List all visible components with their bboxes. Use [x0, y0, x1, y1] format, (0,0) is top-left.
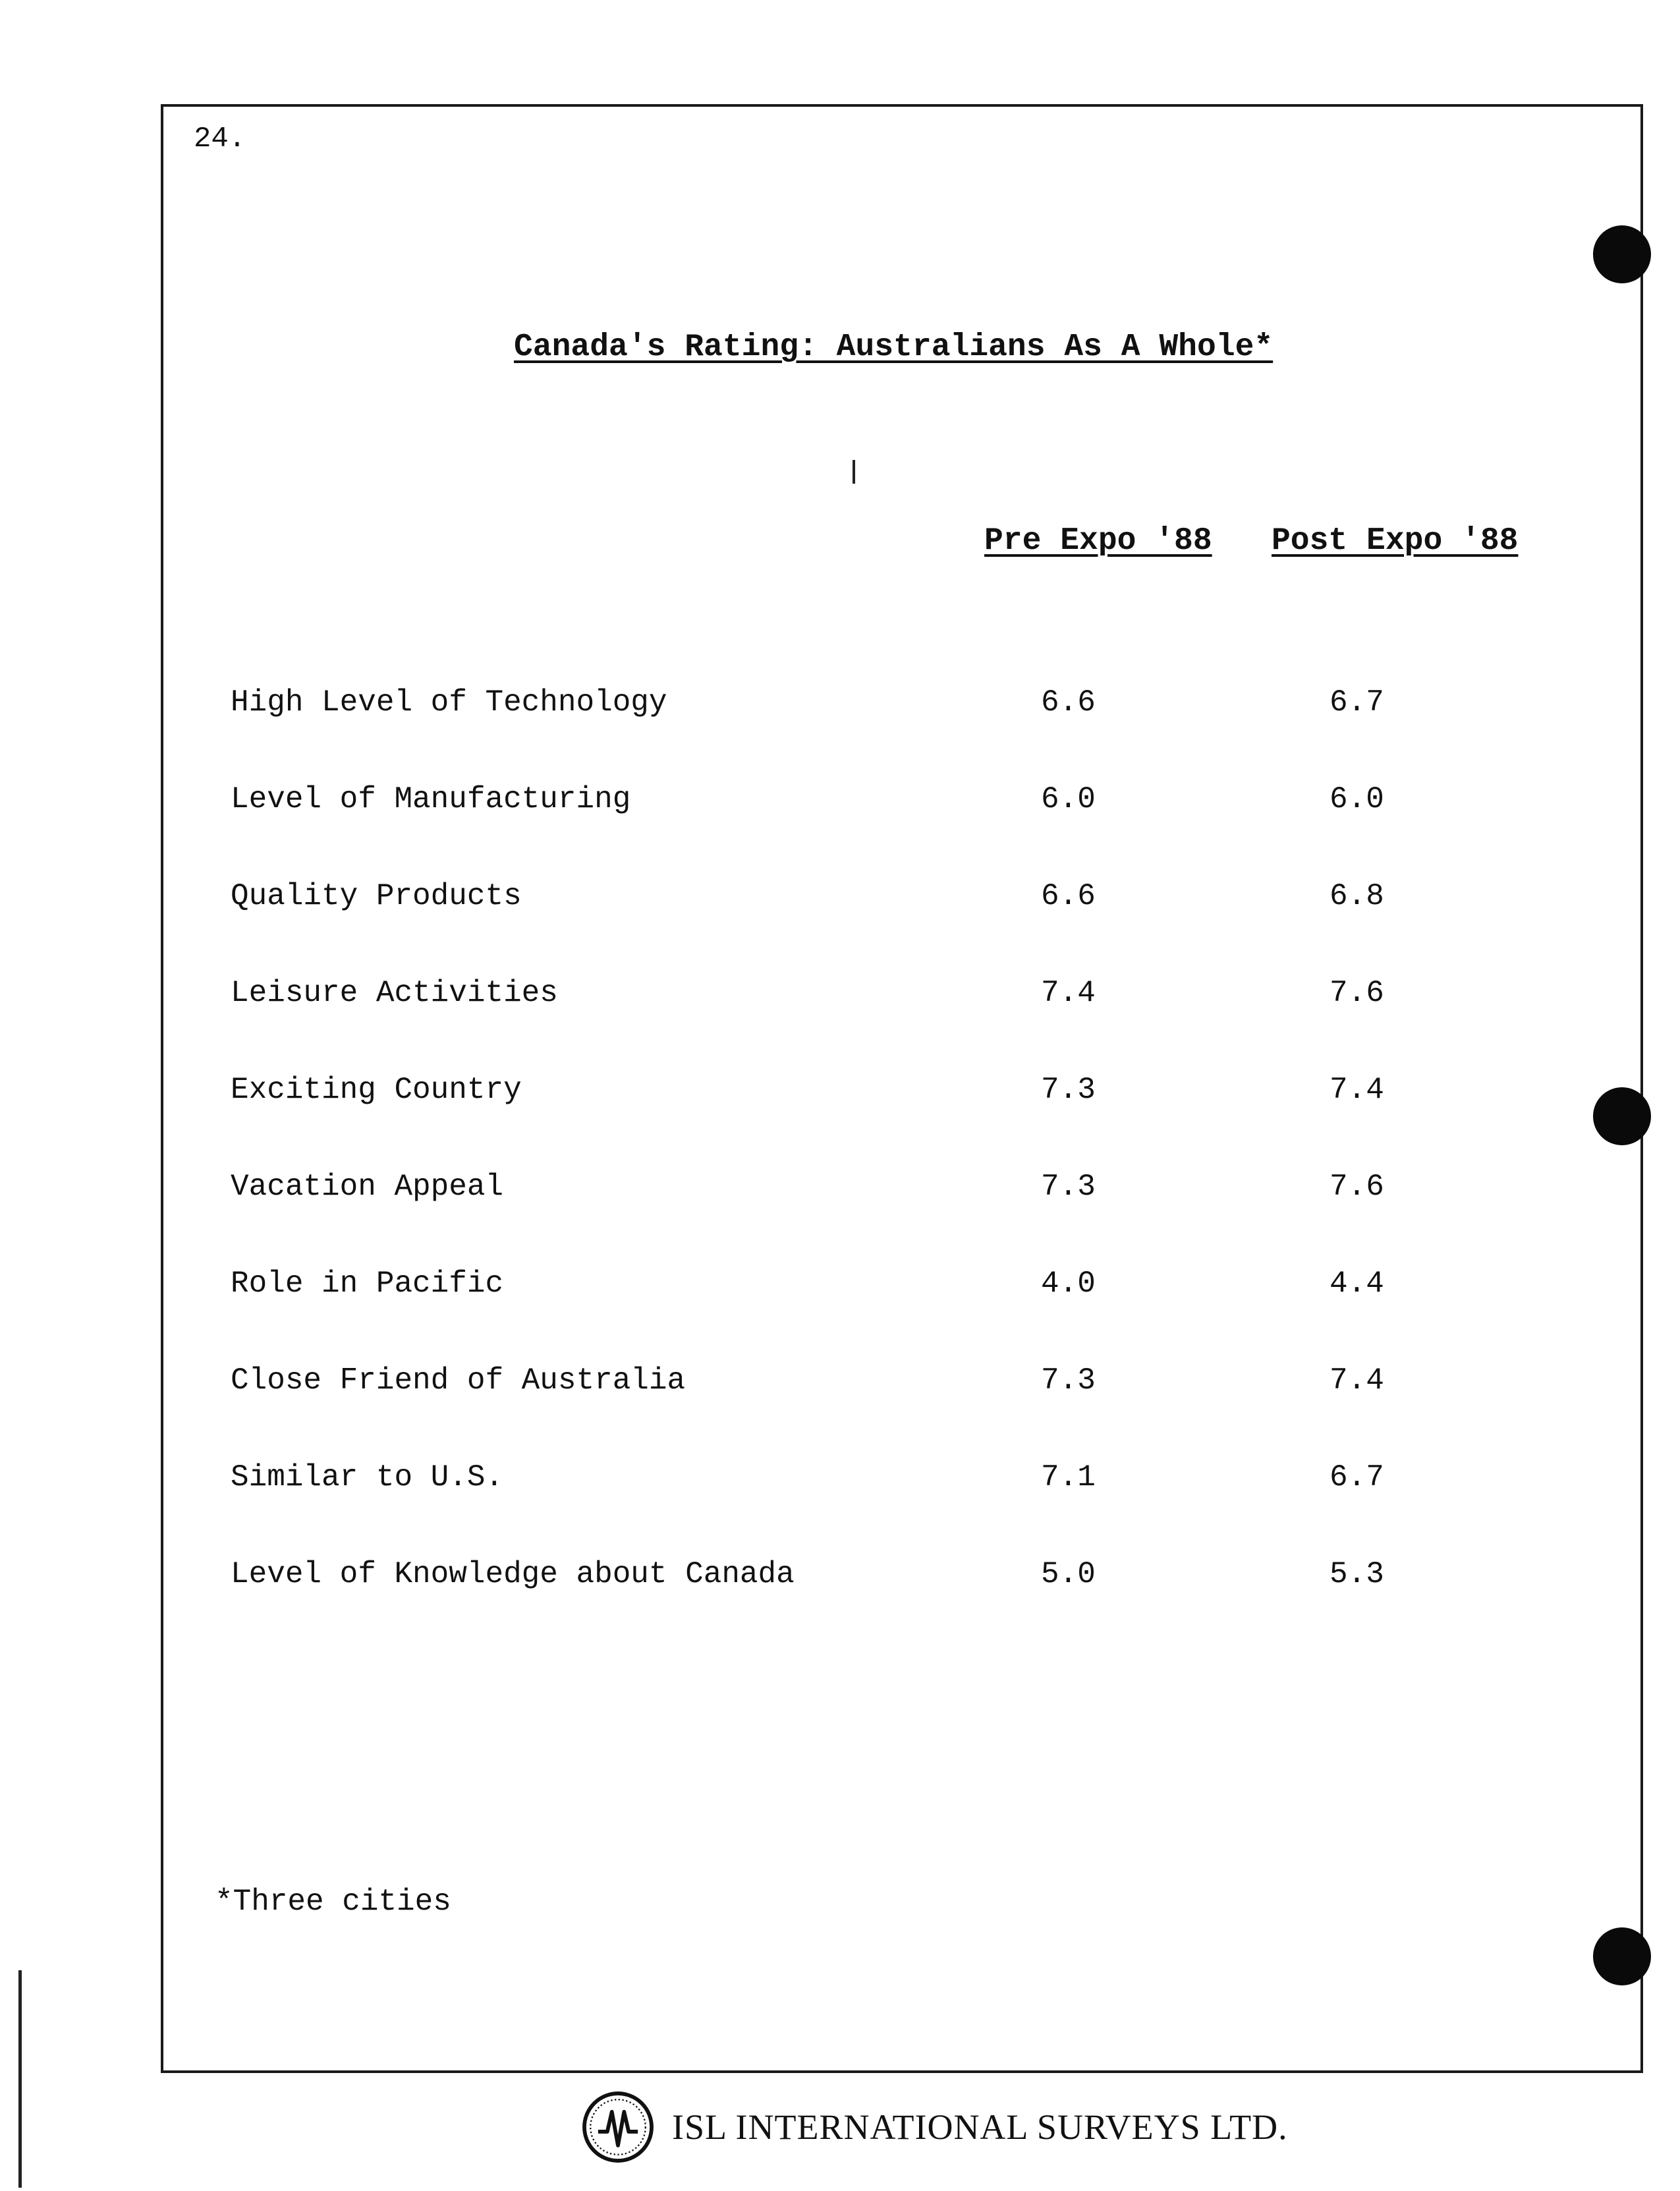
pre-expo-value: 7.3	[1041, 1073, 1096, 1107]
row-label: Quality Products	[231, 879, 522, 913]
post-expo-value: 6.7	[1330, 1460, 1384, 1494]
table-row	[231, 1363, 1482, 1460]
stray-mark	[853, 460, 855, 484]
pre-expo-value: 6.6	[1041, 879, 1096, 913]
page-title: Canada's Rating: Australians As A Whole*	[514, 329, 1274, 365]
company-name: ISL INTERNATIONAL SURVEYS LTD.	[672, 2107, 1288, 2147]
post-expo-value: 7.4	[1330, 1073, 1384, 1107]
ratings-table	[231, 685, 1482, 1654]
post-expo-value: 7.4	[1330, 1363, 1384, 1398]
punch-hole-icon	[1593, 225, 1651, 283]
table-row	[231, 879, 1482, 976]
row-label: Vacation Appeal	[231, 1170, 504, 1204]
post-expo-value: 7.6	[1330, 976, 1384, 1010]
post-expo-value: 6.7	[1330, 685, 1384, 720]
row-label: Similar to U.S.	[231, 1460, 504, 1494]
pre-expo-value: 5.0	[1041, 1557, 1096, 1591]
post-expo-value: 5.3	[1330, 1557, 1384, 1591]
post-expo-value: 4.4	[1330, 1266, 1384, 1301]
pre-expo-value: 6.6	[1041, 685, 1096, 720]
scan-edge-line	[18, 1970, 22, 2188]
pre-expo-value: 7.3	[1041, 1363, 1096, 1398]
post-expo-value: 7.6	[1330, 1170, 1384, 1204]
table-row	[231, 976, 1482, 1073]
pre-expo-value: 7.4	[1041, 976, 1096, 1010]
footnote: *Three cities	[215, 1885, 451, 1919]
row-label: Leisure Activities	[231, 976, 558, 1010]
column-header-post-expo: Post Expo '88	[1272, 523, 1519, 559]
row-label: Exciting Country	[231, 1073, 522, 1107]
column-header-pre-expo: Pre Expo '88	[984, 523, 1212, 559]
pre-expo-value: 7.3	[1041, 1170, 1096, 1204]
row-label: Level of Knowledge about Canada	[231, 1557, 795, 1591]
table-row	[231, 1557, 1482, 1654]
post-expo-value: 6.0	[1330, 782, 1384, 816]
page-number: 24.	[194, 123, 246, 156]
table-row	[231, 1266, 1482, 1363]
post-expo-value: 6.8	[1330, 879, 1384, 913]
pre-expo-value: 7.1	[1041, 1460, 1096, 1494]
table-row	[231, 782, 1482, 879]
row-label: Close Friend of Australia	[231, 1363, 686, 1398]
pre-expo-value: 4.0	[1041, 1266, 1096, 1301]
table-row	[231, 1073, 1482, 1170]
row-label: High Level of Technology	[231, 685, 667, 720]
table-row	[231, 685, 1482, 782]
table-row	[231, 1460, 1482, 1557]
pre-expo-value: 6.0	[1041, 782, 1096, 816]
table-row	[231, 1170, 1482, 1266]
punch-hole-icon	[1593, 1927, 1651, 1985]
row-label: Role in Pacific	[231, 1266, 504, 1301]
punch-hole-icon	[1593, 1087, 1651, 1145]
isl-logo-icon	[580, 2089, 656, 2165]
footer	[580, 2088, 1288, 2167]
row-label: Level of Manufacturing	[231, 782, 631, 816]
